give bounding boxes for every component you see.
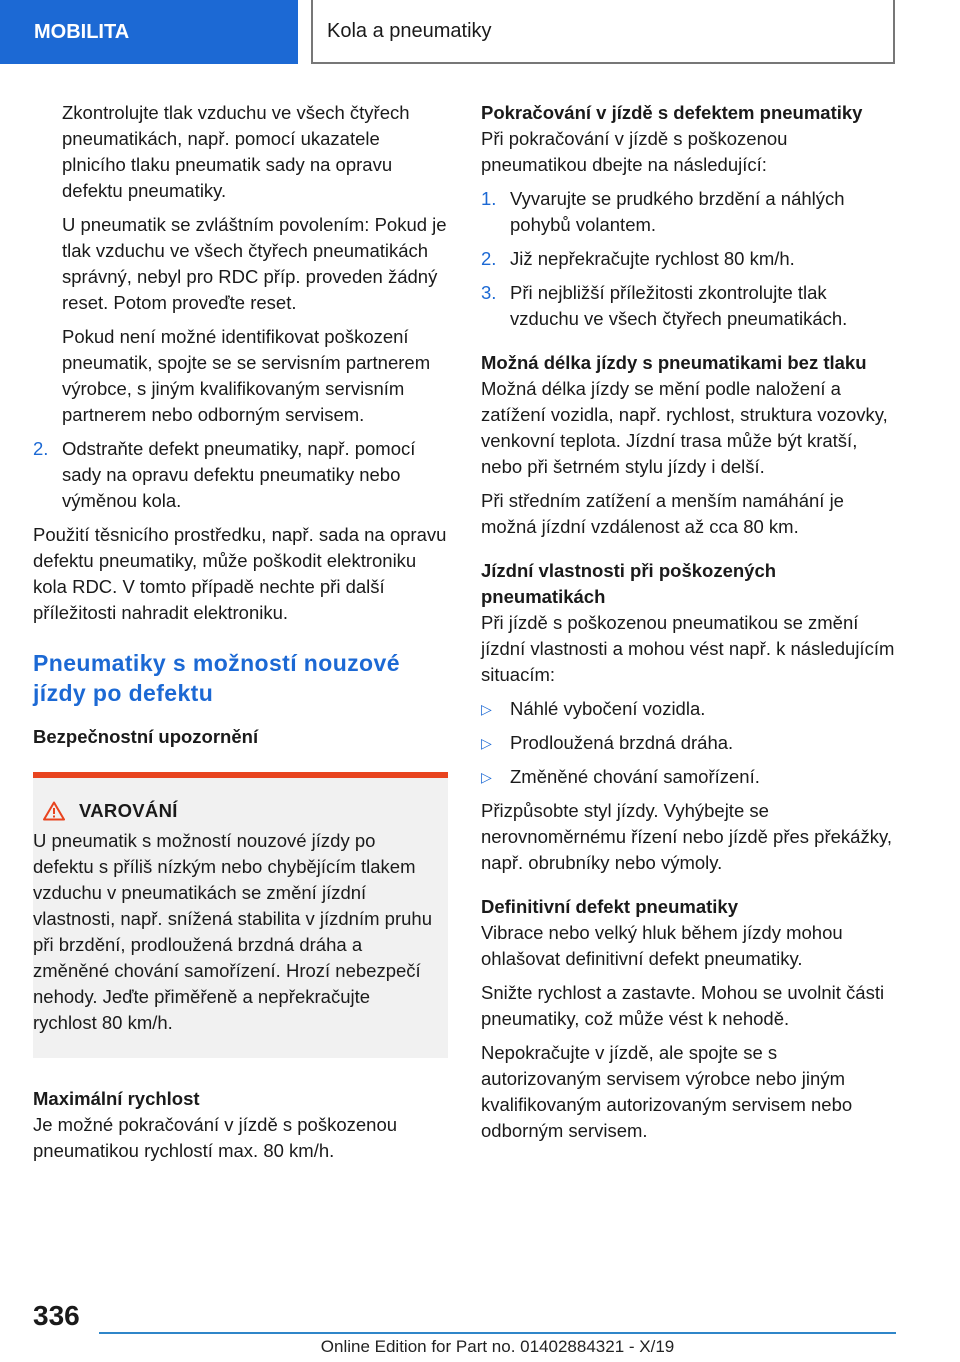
chapter-title: Kola a pneumatiky <box>327 19 492 42</box>
paragraph: U pneumatik se zvláštním povolením: Pokud je tlak vzduchu ve všech čtyřech pneumatikách správný, nebyl pro RDC příp. proveden žádný reset. Potom proveďte reset. <box>62 214 447 313</box>
step-item <box>481 186 896 238</box>
paragraph: Použití těsnicího prostředku, např. sada na opravu defektu pneumatiky, může poškodit elektroniku kola RDC. V tomto případě nechte při další příležitosti nahradit elektroniku. <box>33 524 447 623</box>
step-item <box>481 246 896 272</box>
bullet-text: Náhlé vybočení vozidla. <box>510 698 706 719</box>
step-item <box>33 436 448 514</box>
subheading: Možná délka jízdy s pneumatikami bez tlaku <box>481 352 867 373</box>
bullet-text: Změněné chování samořízení. <box>510 766 760 787</box>
section-heading: Pneumatiky s možností nouzové jízdy po defektu <box>33 650 400 706</box>
paragraph: Možná délka jízdy se mění podle naložení a zatížení vozidla, např. rychlost, struktura vozovky, venkovní teplota. Jízdní trasa může být kratší, nebo při šetrném stylu jízdy i delší. <box>481 378 888 477</box>
step-text: Při nejbližší příležitosti zkontrolujte tlak vzduchu ve všech čtyřech pneumatikách. <box>510 282 848 329</box>
step-text: Vyvarujte se prudkého brzdění a náhlých pohybů volantem. <box>510 188 845 235</box>
step-text: Odstraňte defekt pneumatiky, např. pomocí sady na opravu defektu pneumatiky nebo výměnou kola. <box>62 438 416 511</box>
subheading: Maximální rychlost <box>33 1088 200 1109</box>
step-number: 2. <box>481 248 497 269</box>
paragraph: Vibrace nebo velký hluk během jízdy mohou ohlašovat definitivní defekt pneumatiky. <box>481 922 843 969</box>
paragraph: Nepokračujte v jízdě, ale spojte se s autorizovaným servisem výrobce nebo jiným kvalifikovaným autorizovaným servisem nebo odborným servisem. <box>481 1042 853 1141</box>
paragraph: Při jízdě s poškozenou pneumatikou se změní jízdní vlastnosti a mohou vést např. k následujícím situacím: <box>481 612 895 685</box>
triangle-right-outline-icon: ▷ <box>481 769 492 785</box>
bullet-item <box>481 730 896 756</box>
warning-title: VAROVÁNÍ <box>79 800 178 821</box>
chapter-header <box>311 0 895 64</box>
warning-text: U pneumatik s možností nouzové jízdy po defektu s příliš nízkým nebo chybějícím tlakem vzduchu v pneumatikách se změní jízdní vlastnosti, např. snížená stabilita v jízdním pruhu při brzdění, prodloužená brzdná dráha a změněné chování samořízení. Hrozí nebezpečí nehody. Jeďte přiměřeně a nepřekračujte rychlost 80 km/h. <box>33 830 432 1033</box>
step-number: 3. <box>481 282 497 303</box>
page-number: 336 <box>33 1300 80 1331</box>
footer-divider <box>99 1332 896 1334</box>
subheading: Pokračování v jízdě s defektem pneumatiky <box>481 102 863 123</box>
subheading: Bezpečnostní upozornění <box>33 726 259 747</box>
subheading: Jízdní vlastnosti při poškozených pneumatikách <box>481 560 777 607</box>
right-column <box>481 100 896 1152</box>
paragraph: Při středním zatížení a menším namáhání je možná jízdní vzdálenost až cca 80 km. <box>481 490 844 537</box>
bullet-item <box>481 696 896 722</box>
paragraph: Při pokračování v jízdě s poškozenou pneumatikou dbejte na následující: <box>481 128 788 175</box>
step-item <box>481 280 896 332</box>
step-text: Již nepřekračujte rychlost 80 km/h. <box>510 248 795 269</box>
left-column <box>33 100 448 1172</box>
subheading: Definitivní defekt pneumatiky <box>481 896 738 917</box>
paragraph: Zkontrolujte tlak vzduchu ve všech čtyřech pneumatikách, např. pomocí ukazatele plnicího tlaku pneumatik sady na opravu defektu pneumatiky. <box>62 102 410 201</box>
paragraph: Přizpůsobte styl jízdy. Vyhýbejte se nerovnoměrnému řízení nebo jízdě přes překážky, např. obrubníky nebo výmoly. <box>481 800 892 873</box>
warning-triangle-icon <box>43 801 65 821</box>
paragraph: Pokud není možné identifikovat poškození pneumatik, spojte se se servisním partnerem výrobce, s jiným kvalifikovaným servisním partnerem nebo odborným servisem. <box>62 326 431 425</box>
warning-header <box>33 798 432 824</box>
triangle-right-outline-icon: ▷ <box>481 701 492 717</box>
bullet-item <box>481 764 896 790</box>
section-tab-label: MOBILITA <box>34 20 130 43</box>
warning-box <box>33 772 448 1058</box>
section-tab <box>0 0 298 64</box>
step-number: 2. <box>33 438 49 459</box>
edition-footer: Online Edition for Part no. 01402884321 - X/19 <box>320 1337 675 1356</box>
paragraph: Je možné pokračování v jízdě s poškozenou pneumatikou rychlostí max. 80 km/h. <box>33 1114 398 1161</box>
bullet-text: Prodloužená brzdná dráha. <box>510 732 734 753</box>
paragraph: Snižte rychlost a zastavte. Mohou se uvolnit části pneumatiky, což může vést k nehodě. <box>481 982 885 1029</box>
triangle-right-outline-icon: ▷ <box>481 735 492 751</box>
step-number: 1. <box>481 188 497 209</box>
